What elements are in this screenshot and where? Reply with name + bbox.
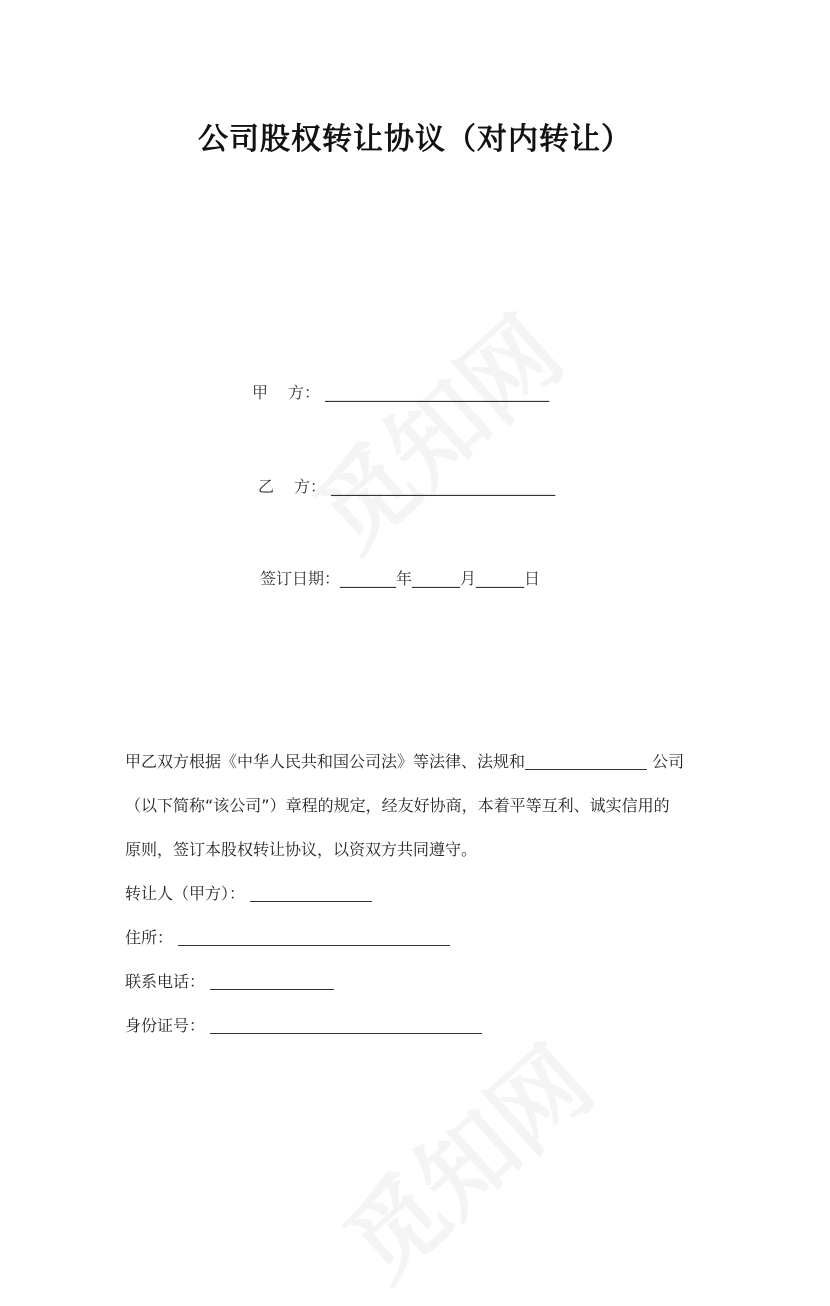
phone-label: 联系电话：	[125, 972, 206, 991]
watermark	[281, 281, 587, 576]
party-b-blank[interactable]: ____________________________	[331, 477, 556, 496]
company-name-blank[interactable]	[525, 751, 647, 770]
address-input[interactable]	[178, 927, 450, 946]
intro-line-3: 原则，签订本股权转让协议，以资双方共同遵守。	[125, 840, 478, 859]
year-label: 年	[396, 569, 413, 588]
id-number-label: 身份证号：	[125, 1016, 206, 1035]
address-label: 住所：	[125, 928, 174, 947]
phone-row	[125, 960, 482, 1004]
party-a-label-2: 方：	[288, 383, 321, 402]
intro-line-1	[125, 740, 710, 784]
transferor-input[interactable]	[250, 883, 372, 902]
intro-line-1-text: 甲乙双方根据《中华人民共和国公司法》等法律、法规和	[125, 752, 526, 771]
address-row	[125, 916, 482, 960]
year-blank[interactable]: _______	[340, 569, 397, 588]
intro-line-1-company: 公司	[652, 752, 685, 771]
document-title: 公司股权转让协议（对内转让）	[198, 122, 632, 157]
intro-paragraph	[125, 740, 710, 872]
party-a-label-1: 甲	[252, 383, 269, 402]
month-label: 月	[460, 569, 477, 588]
watermark	[311, 1011, 617, 1306]
sign-date-label: 签订日期：	[260, 569, 341, 588]
party-a-line	[252, 380, 549, 403]
party-b-line	[258, 474, 555, 497]
phone-input[interactable]	[210, 971, 334, 990]
id-number-row	[125, 1004, 482, 1048]
party-a-blank[interactable]: ____________________________	[325, 383, 550, 402]
id-number-input[interactable]	[210, 1015, 482, 1034]
day-label: 日	[524, 569, 541, 588]
sign-date-line	[260, 566, 540, 589]
day-blank[interactable]: ______	[476, 569, 525, 588]
party-b-label-2: 方：	[294, 477, 327, 496]
transferor-label: 转让人（甲方）：	[125, 884, 246, 903]
party-b-label-1: 乙	[258, 477, 275, 496]
transferor-row	[125, 872, 482, 916]
transferor-fields	[125, 872, 482, 1048]
month-blank[interactable]: ______	[412, 569, 461, 588]
intro-line-2: （以下简称“该公司”）章程的规定，经友好协商，本着平等互利、诚实信用的	[125, 796, 670, 815]
